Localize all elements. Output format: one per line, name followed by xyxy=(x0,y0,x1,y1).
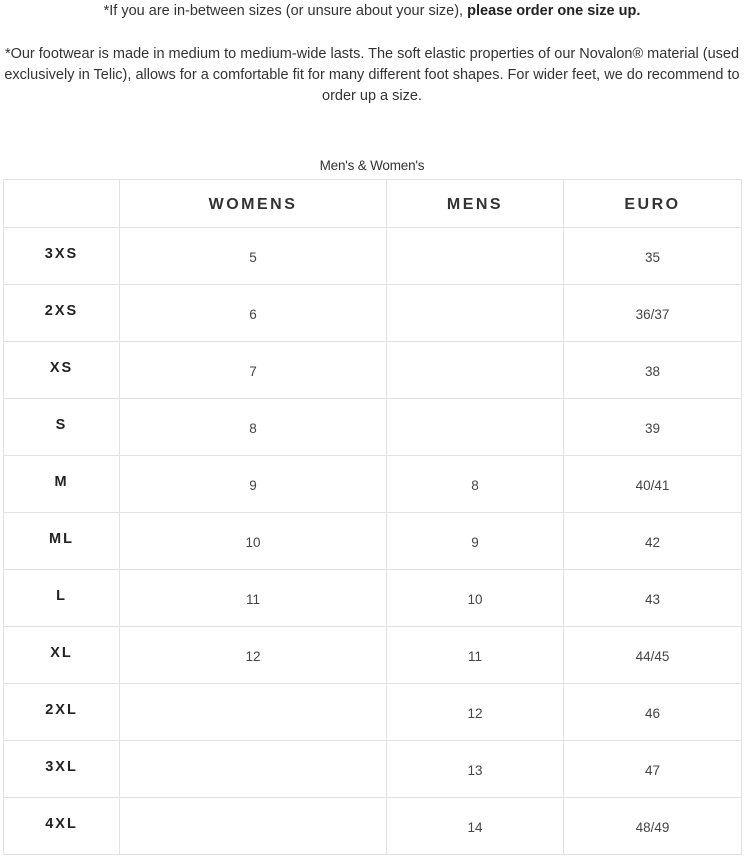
mens-size-cell: 10 xyxy=(387,570,564,627)
size-chart-table xyxy=(3,179,742,855)
size-label-cell: 2XS xyxy=(4,285,120,342)
womens-size-cell xyxy=(120,741,387,798)
table-row xyxy=(4,342,742,399)
table-row xyxy=(4,228,742,285)
table-row xyxy=(4,741,742,798)
euro-size-cell: 47 xyxy=(564,741,742,798)
mens-size-cell xyxy=(387,399,564,456)
euro-size-cell: 40/41 xyxy=(564,456,742,513)
fit-note: *Our footwear is made in medium to medium-wide lasts. The soft elastic properties of our Novalon® material (used exclusively in Telic), allows for a comfortable fit for many different foot shapes. For wider feet, we do recommend to order up a size. xyxy=(4,46,740,104)
womens-size-cell xyxy=(120,798,387,855)
mens-size-cell: 8 xyxy=(387,456,564,513)
header-mens: MENS xyxy=(387,180,564,228)
mens-size-cell: 9 xyxy=(387,513,564,570)
size-label-cell: 4XL xyxy=(4,798,120,855)
table-row xyxy=(4,399,742,456)
size-label-cell: M xyxy=(4,456,120,513)
mens-size-cell xyxy=(387,228,564,285)
mens-size-cell xyxy=(387,342,564,399)
size-label-cell: 3XS xyxy=(4,228,120,285)
mens-size-cell: 14 xyxy=(387,798,564,855)
table-caption: Men's & Women's xyxy=(319,158,425,173)
sizing-note-text: *If you are in-between sizes (or unsure about your size), xyxy=(103,3,464,19)
size-label-cell: XS xyxy=(4,342,120,399)
table-row xyxy=(4,456,742,513)
table-row xyxy=(4,285,742,342)
size-label-cell: S xyxy=(4,399,120,456)
sizing-note-emphasis: please order one size up. xyxy=(467,3,641,19)
euro-size-cell: 42 xyxy=(564,513,742,570)
header-size xyxy=(4,180,120,228)
womens-size-cell: 8 xyxy=(120,399,387,456)
womens-size-cell: 6 xyxy=(120,285,387,342)
euro-size-cell: 43 xyxy=(564,570,742,627)
table-row xyxy=(4,570,742,627)
womens-size-cell: 12 xyxy=(120,627,387,684)
euro-size-cell: 38 xyxy=(564,342,742,399)
header-euro: EURO xyxy=(564,180,742,228)
euro-size-cell: 48/49 xyxy=(564,798,742,855)
euro-size-cell: 35 xyxy=(564,228,742,285)
euro-size-cell: 44/45 xyxy=(564,627,742,684)
size-label-cell: L xyxy=(4,570,120,627)
size-label-cell: 3XL xyxy=(4,741,120,798)
womens-size-cell: 10 xyxy=(120,513,387,570)
size-label-cell: XL xyxy=(4,627,120,684)
mens-size-cell: 11 xyxy=(387,627,564,684)
table-row xyxy=(4,798,742,855)
euro-size-cell: 46 xyxy=(564,684,742,741)
mens-size-cell: 12 xyxy=(387,684,564,741)
table-row xyxy=(4,684,742,741)
womens-size-cell xyxy=(120,684,387,741)
table-row xyxy=(4,513,742,570)
table-header-row xyxy=(4,180,742,228)
size-label-cell: 2XL xyxy=(4,684,120,741)
mens-size-cell: 13 xyxy=(387,741,564,798)
womens-size-cell: 7 xyxy=(120,342,387,399)
mens-size-cell xyxy=(387,285,564,342)
sizing-note xyxy=(0,1,744,22)
womens-size-cell: 11 xyxy=(120,570,387,627)
womens-size-cell: 5 xyxy=(120,228,387,285)
euro-size-cell: 39 xyxy=(564,399,742,456)
table-body xyxy=(4,228,742,855)
table-row xyxy=(4,627,742,684)
euro-size-cell: 36/37 xyxy=(564,285,742,342)
womens-size-cell: 9 xyxy=(120,456,387,513)
size-label-cell: ML xyxy=(4,513,120,570)
header-womens: WOMENS xyxy=(120,180,387,228)
